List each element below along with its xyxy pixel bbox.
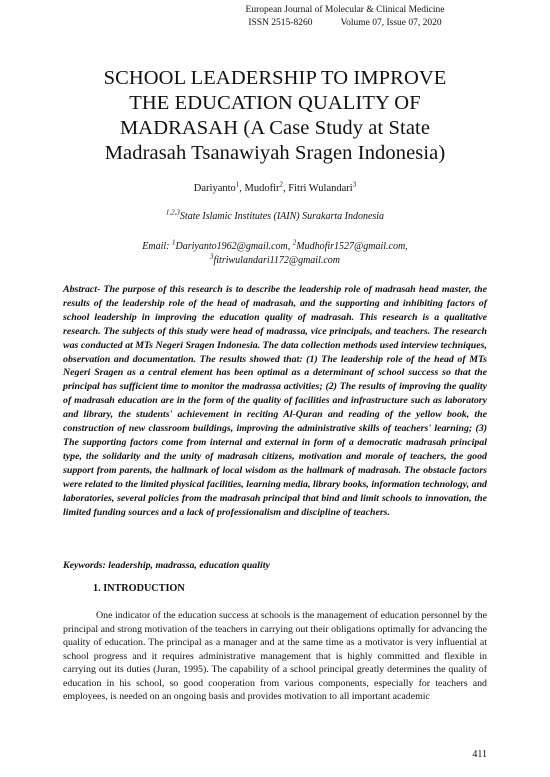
email-line-2 <box>70 254 480 268</box>
title-line-4: Madrasah Tsanawiyah Sragen Indonesia) <box>104 142 446 164</box>
paper-title <box>70 66 480 166</box>
email-3-sup: 3 <box>209 252 214 261</box>
journal-name: European Journal of Molecular & Clinical Medicine <box>245 5 445 15</box>
author-sep: , <box>283 183 289 194</box>
email-3[interactable]: fitriwulandari1172@gmail.com <box>213 255 341 266</box>
section-heading-introduction: 1. INTRODUCTION <box>93 583 185 594</box>
email-2-sup: 2 <box>292 238 297 247</box>
abstract: Abstract- The purpose of this research is to describe the leadership role of madrasah head master, the results of the leadership role of the head of madrasah, and the supporting and inhibiting factors of school leadership in improving the education quality of madrasah. This research is a qualitative research. The subjects of this study were head of madrassa, vice principals, and teachers. The research was conducted at MTs Negeri Sragen Indonesia. The data collection methods used interview techniques, observation and documentation. The results showed that: (1) The leadership role of the head of MTs Negeri Sragen as a central element has been optimal as a determinant of school success so that the principal has sufficient time to monitor the madrassa activities; (2) The results of improving the quality of madrasah education are in the form of the quality of facilities and infrastructure such as laboratory and library, the students' achievement in reciting Al-Quran and reading of the yellow book, the construction of new classroom buildings, improving the administrative skills of teachers' learning; (3) The supporting factors come from internal and external in form of a democratic madrasah principal type, the solidarity and the unity of madrasah citizens, motivation and morale of teachers, the good support from parents, the hallmark of local wisdom as the hallmark of madrasah. The obstacle factors were related to the limited physical facilities, learning media, library books, information technology, and laboratories, several policies from the madrasah principal that bind and limit schools to innovation, the limited funding sources and a lack of professionalism and discipline of teachers. <box>63 284 487 518</box>
author-1: Dariyanto <box>193 183 236 194</box>
journal-header <box>220 4 470 30</box>
affiliation-text: State Islamic Institutes (IAIN) Surakarta Indonesia <box>179 211 385 222</box>
title-line-3: MADRASAH (A Case Study at State <box>119 117 431 139</box>
email-line-1 <box>70 240 480 254</box>
title-line-2: THE EDUCATION QUALITY OF <box>129 92 421 114</box>
author-3: Fitri Wulandari <box>288 183 353 194</box>
affiliation-sup: 1,2,3 <box>165 208 180 217</box>
title-line-1: SCHOOL LEADERSHIP TO IMPROVE <box>103 67 447 89</box>
introduction-paragraph: One indicator of the education success at schools is the management of education personnel by the principal and strong motivation of the teachers in carrying out their obligations optimally for advancing the quality of education. The principal as a manager and at the same time as a motivator is very influential at school progress and it requires administrative management that is highly committed and flexible in carrying out its duties (Juran, 1995). The capability of a school principal greatly determines the quality of education in his school, so good cooperation from various components, especially for teachers and employees, is needed on an ongoing basis and provides motivation to all important academic <box>63 610 487 702</box>
journal-issn: ISSN 2515-8260 <box>248 18 313 28</box>
email-block <box>70 240 480 268</box>
author-2: Mudofir <box>244 183 280 194</box>
keywords: Keywords: leadership, madrassa, education quality <box>63 560 270 571</box>
affiliation <box>70 208 480 222</box>
author-2-sup: 2 <box>279 180 284 189</box>
page-number: 411 <box>472 749 487 760</box>
author-sep: , <box>239 183 245 194</box>
author-1-sup: 1 <box>235 180 240 189</box>
journal-issue-line <box>220 17 470 30</box>
author-list <box>70 180 480 194</box>
author-3-sup: 3 <box>352 180 357 189</box>
email-1-sup: 1 <box>172 238 176 247</box>
email-prefix: Email: <box>142 241 173 252</box>
journal-volume: Volume 07, Issue 07, 2020 <box>340 18 442 28</box>
email-1[interactable]: Dariyanto1962@gmail.com, <box>175 241 293 252</box>
email-2[interactable]: Mudhofir1527@gmail.com, <box>296 241 408 252</box>
